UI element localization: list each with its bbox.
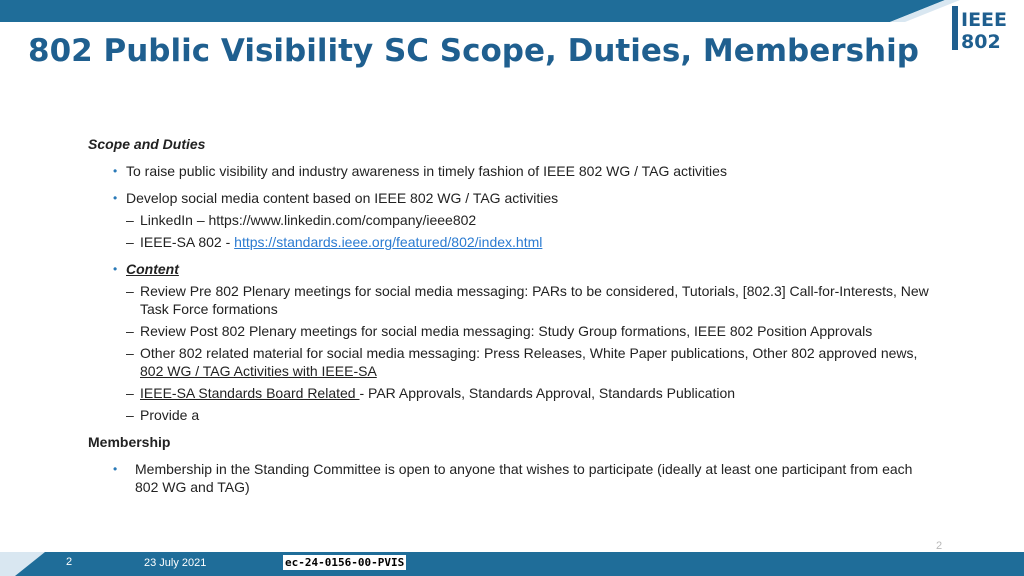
bullet-dot-icon: • <box>113 462 118 476</box>
membership-bullet: • Membership in the Standing Committee is open to anyone that wishes to participate (ideally at least one participant from each 802 WG and TAG) <box>113 461 913 495</box>
slide-title: 802 Public Visibility SC Scope, Duties, Membership <box>28 33 919 69</box>
footer-document-id: ec-24-0156-00-PVIS <box>285 556 405 569</box>
slide-body <box>88 135 938 496</box>
footer-date: 23 July 2021 <box>144 557 207 569</box>
standards-board-link[interactable]: IEEE-SA Standards Board Related <box>140 385 360 401</box>
content-item-pre-plenary: – Review Pre 802 Plenary meetings for social media messaging: PARs to be considered, Tutorials, [802.3] Call-for-Interests, New Task Force formations <box>126 283 929 317</box>
content-item-standards-board: – IEEE-SA Standards Board Related - PAR Approvals, Standards Approval, Standards Publication <box>126 385 736 401</box>
content-label: Content <box>126 261 179 277</box>
content-item-post-plenary: – Review Post 802 Plenary meetings for social media messaging: Study Group formations, IEEE 802 Position Approvals <box>126 323 873 339</box>
scope-heading: Scope and Duties <box>88 136 206 152</box>
dash-bullet-icon: – <box>126 283 134 299</box>
ieeesa-link[interactable]: https://standards.ieee.org/featured/802/index.html <box>234 234 543 250</box>
ieee-802-logo <box>950 4 1016 52</box>
scope-bullet-social-media: • Develop social media content based on IEEE 802 WG / TAG activities <box>113 190 559 206</box>
dash-bullet-icon: – <box>126 234 134 250</box>
sub-item-ieeesa: – IEEE-SA 802 - https://standards.ieee.org/featured/802/index.html <box>126 234 543 250</box>
dash-bullet-icon: – <box>126 212 134 228</box>
content-item-other-material: – Other 802 related material for social media messaging: Press Releases, White Paper publications, Other 802 approved news, 802 WG / TAG Activities with IEEE-SA <box>126 345 918 379</box>
membership-heading: Membership <box>88 434 171 450</box>
content-item-provide: – Provide a <box>126 407 200 423</box>
bullet-dot-icon: • <box>113 164 118 178</box>
dash-bullet-icon: – <box>126 407 134 423</box>
logo-text-802: 802 <box>961 31 1001 52</box>
sub-item-linkedin: – LinkedIn – https://www.linkedin.com/company/ieee802 <box>126 212 477 228</box>
wg-tag-activities-link[interactable]: 802 WG / TAG Activities with IEEE-SA <box>140 363 377 379</box>
footer-bar <box>0 542 1024 576</box>
scope-bullet-content <box>88 260 938 278</box>
top-banner <box>0 0 1024 22</box>
bullet-dot-icon: • <box>113 191 118 205</box>
bullet-dot-icon: • <box>113 262 118 276</box>
scope-bullet-visibility: • To raise public visibility and industry awareness in timely fashion of IEEE 802 WG / TAG activities <box>113 163 727 179</box>
dash-bullet-icon: – <box>126 323 134 339</box>
logo-text-ieee: IEEE <box>961 9 1008 31</box>
dash-bullet-icon: – <box>126 345 134 361</box>
dash-bullet-icon: – <box>126 385 134 401</box>
slide-number-corner: 2 <box>936 540 943 552</box>
footer-page-number: 2 <box>66 556 73 568</box>
